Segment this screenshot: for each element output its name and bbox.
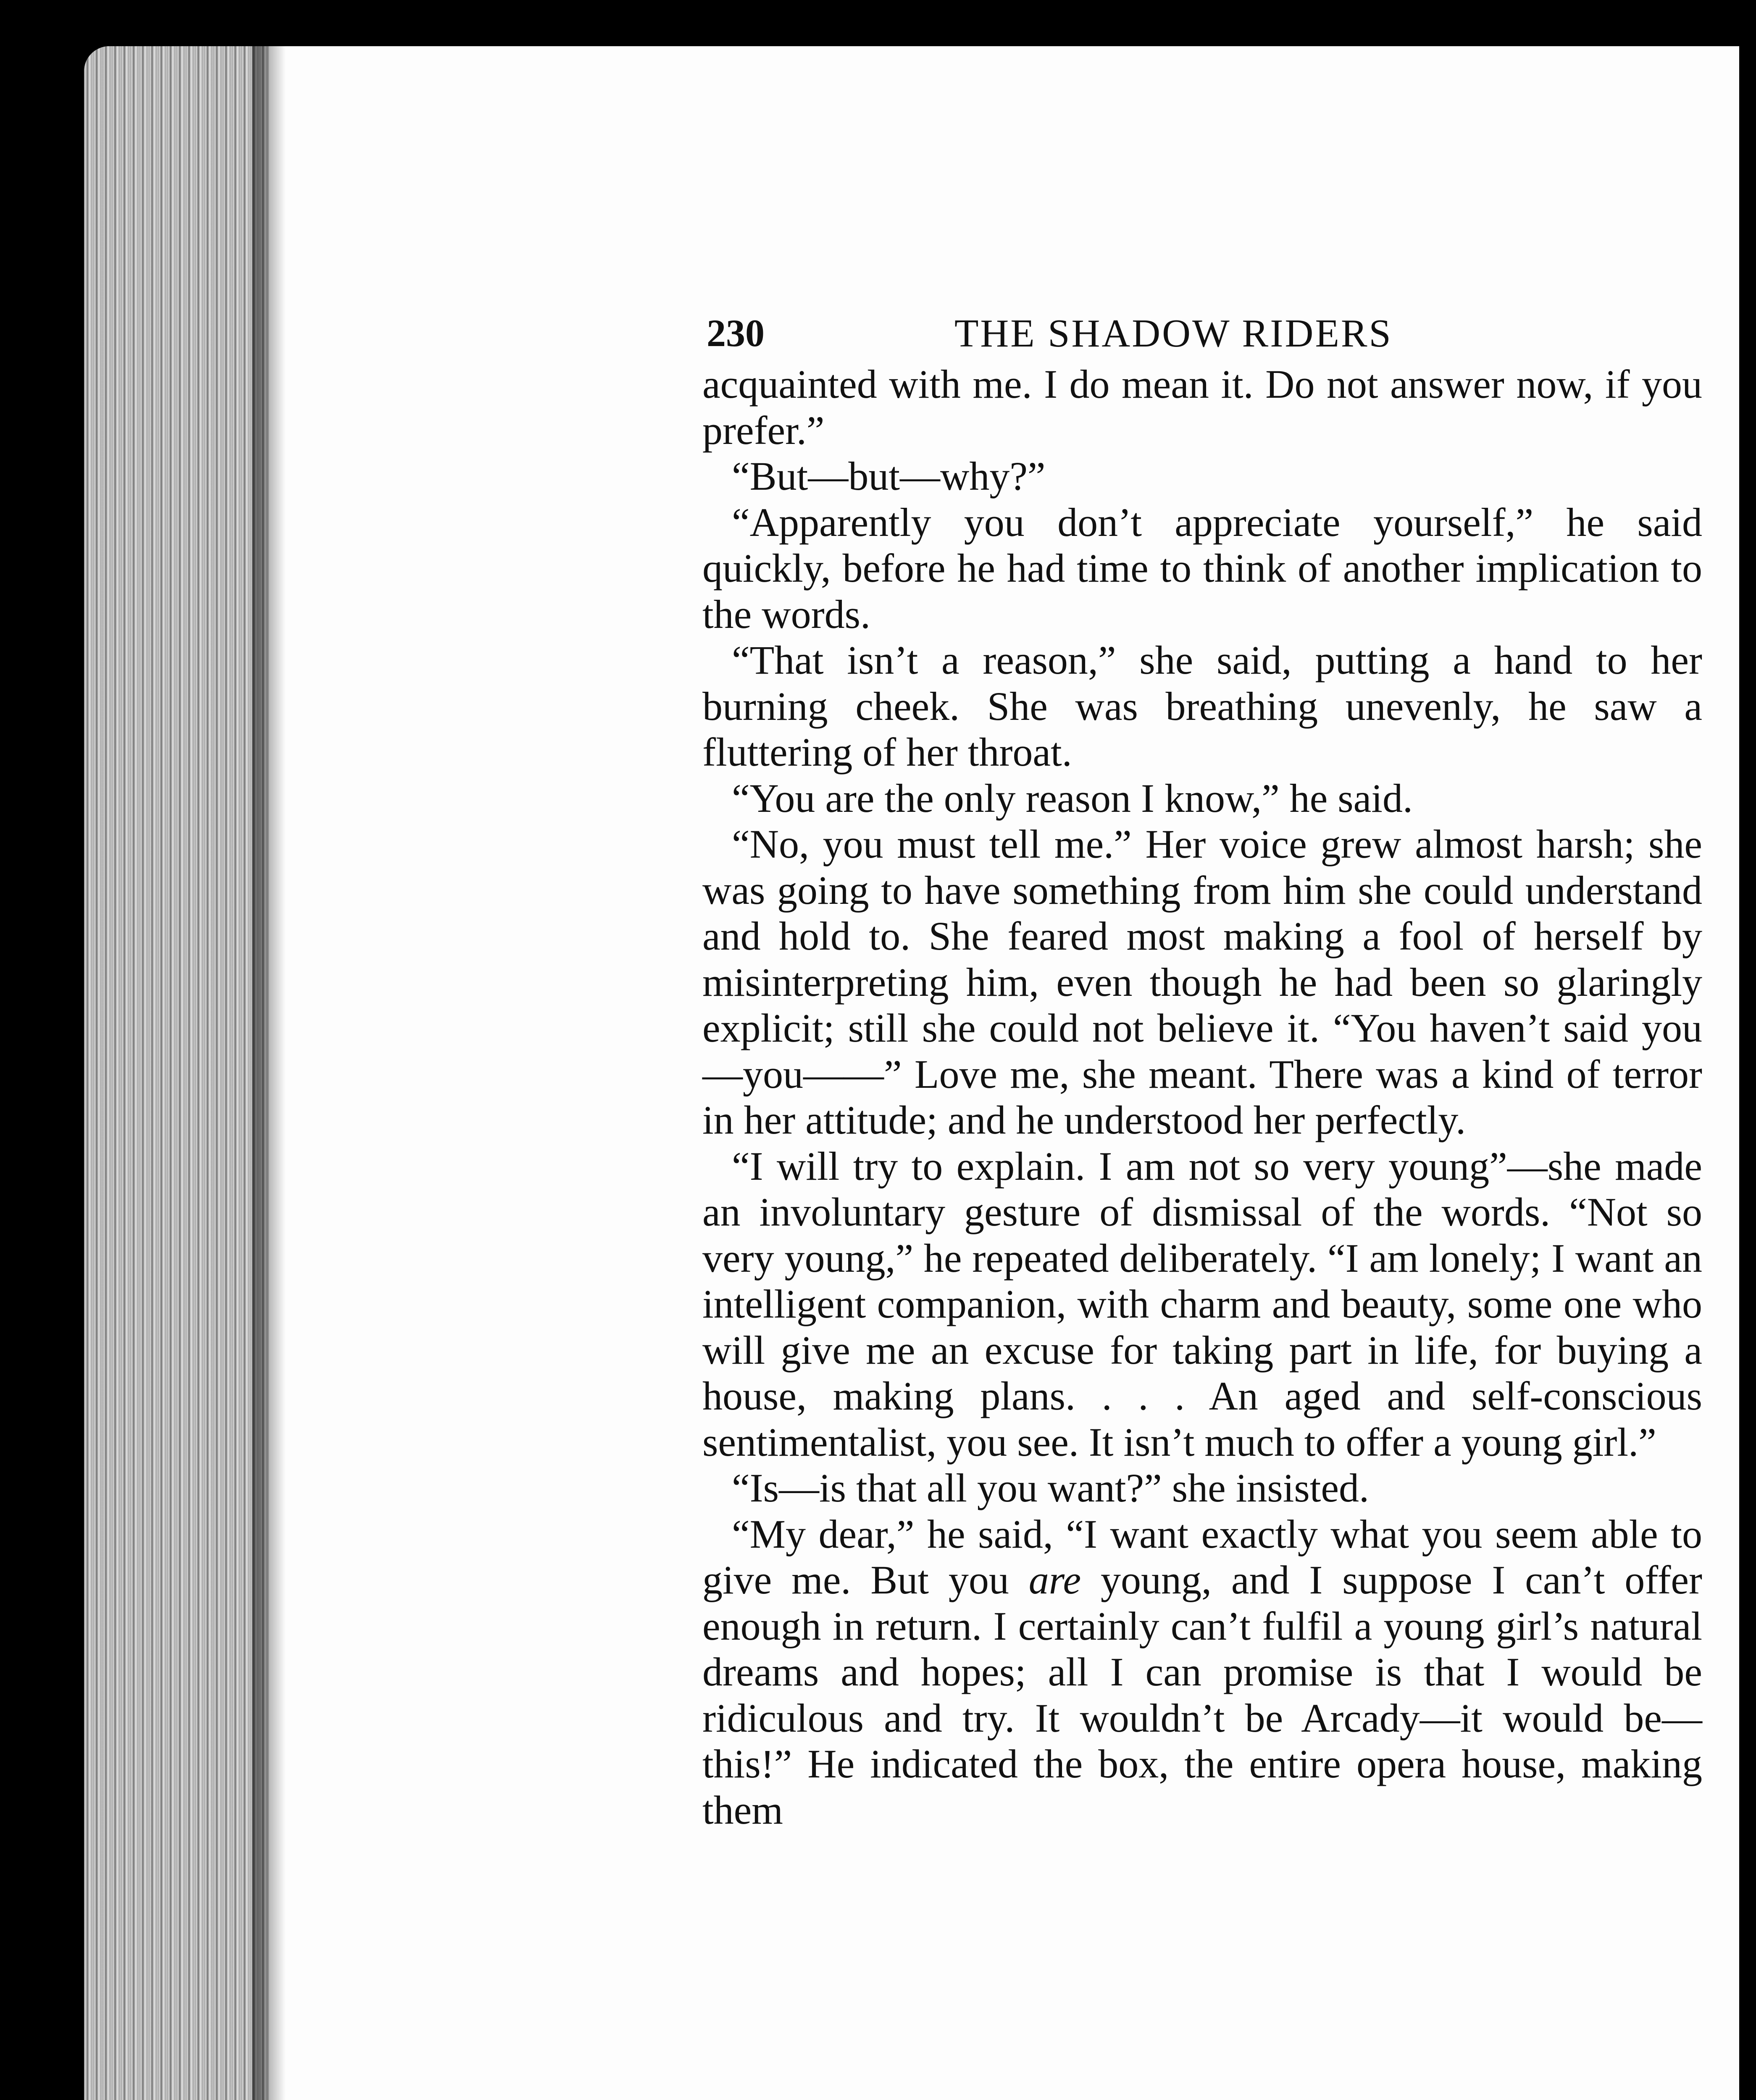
paragraph: acquainted with me. I do mean it. Do not answer now, if you prefer.” [702, 362, 1702, 453]
italic-text: are [1028, 1557, 1081, 1602]
paragraph: “Apparently you don’t appreciate yourself,” he said quickly, before he had time to think of another implication to the words. [702, 499, 1702, 637]
paragraph: “Is—is that all you want?” she insisted. [732, 1465, 1370, 1510]
page-edges [84, 46, 269, 2100]
text-run: “My dear,” he said, “I want exactly what you seem able to give me. But you [702, 1511, 1702, 1602]
running-head [702, 298, 1702, 361]
text-block [702, 298, 1702, 1833]
paragraph-last [702, 1511, 1702, 1833]
paragraph: “I will try to explain. I am not so very young”—she made an involuntary gesture of dismissal of the words. “Not so very young,” he repeated deliberately. “I am lonely; I want an intelligent companion, with charm and beauty, some one who will give me an excuse for taking part in life, for buying a house, making plans. . . . An aged and self-conscious sentimentalist, you see. It isn’t much to offer a young girl.” [702, 1143, 1702, 1465]
body-text [702, 361, 1702, 1833]
paragraph: “No, you must tell me.” Her voice grew almost harsh; she was going to have something from him she could understand and hold to. She feared most making a fool of herself by misinterpreting him, even though he had been so glaringly explicit; still she could not believe it. “You haven’t said you—you——” Love me, she meant. There was a kind of terror in her attitude; and he understood her perfectly. [702, 822, 1702, 1142]
book-title: THE SHADOW RIDERS [954, 312, 1393, 355]
book-page [84, 46, 1739, 2100]
page-number: 230 [707, 312, 765, 354]
text-run: young, and I suppose I can’t offer enough in return. I certainly can’t fulfil a young girl’s natural dreams and hopes; all I can promise is that I would be ridiculous and try. It wouldn’t be Arcady—it would be—this!” He indicated the box, the entire opera house, making them [702, 1557, 1703, 1832]
paragraph: “That isn’t a reason,” she said, putting a hand to her burning cheek. She was breathing unevenly, he saw a fluttering of her throat. [702, 638, 1702, 774]
paragraph: “You are the only reason I know,” he said. [732, 775, 1413, 821]
paragraph: “But—but—why?” [732, 454, 1046, 499]
